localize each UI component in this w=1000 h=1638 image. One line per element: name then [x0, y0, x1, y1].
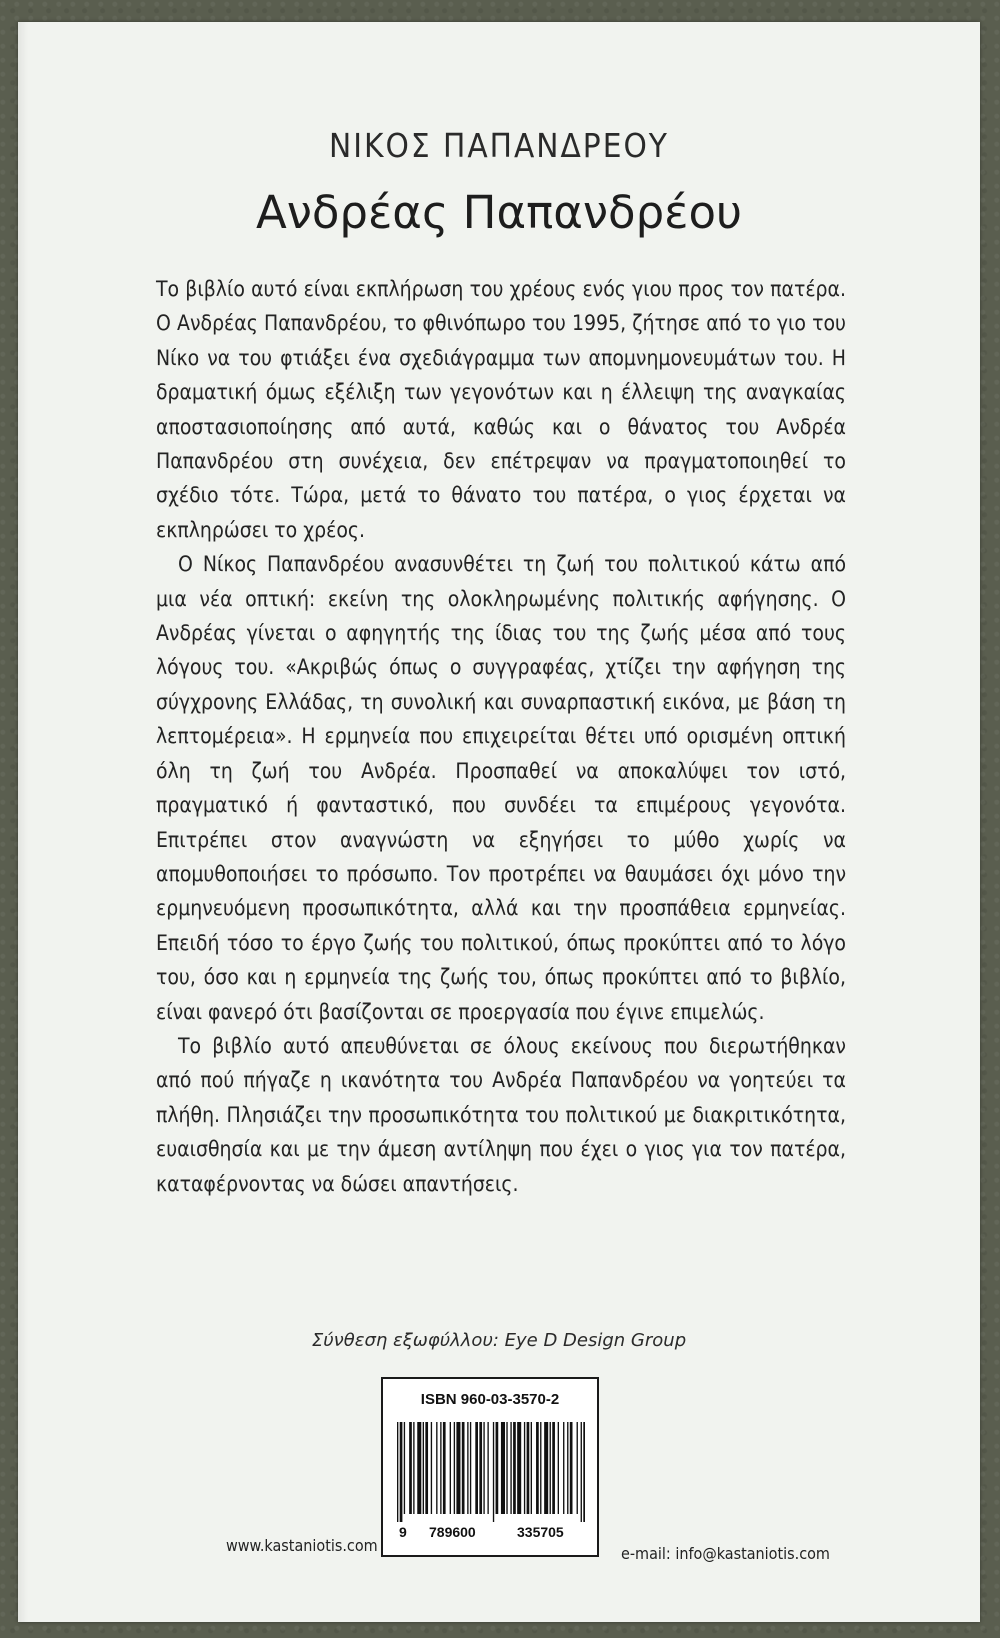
barcode-bar	[479, 1422, 482, 1514]
blurb-paragraph-1: Το βιβλίο αυτό είναι εκπλήρωση του χρέους ενός γιου προς τον πατέρα. Ο Ανδρέας Παπανδρέου, το φθινόπωρο του 1995, ζήτησε από το γιο του Νίκο να του φτιάξει ένα σχεδιάγραμμα των απομνημονευμάτων του. Η δραματική όμως εξέλιξη των γεγονότων και η έλλειψη της αναγκαίας αποστασιοποίησης από αυτά, καθώς και ο θάνατος του Ανδρέα Παπανδρέου στη συνέχεια, δεν επέτρεψαν να πραγματοποιηθεί το σχέδιο τότε. Τώρα, μετά το θάνατο του πατέρα, ο γιος έρχεται να εκπληρώσει το χρέος.	[156, 277, 846, 542]
barcode-bar	[423, 1422, 424, 1514]
barcode-bar	[510, 1422, 511, 1514]
barcode-bar	[577, 1422, 578, 1514]
publisher-email: e-mail: info@kastaniotis.com	[621, 1544, 830, 1563]
blurb-paragraph-3: Το βιβλίο αυτό απευθύνεται σε όλους εκείνους που διερωτήθηκαν από πού πήγαζε η ικανότητα του Ανδρέα Παπανδρέου να γοητεύει τα πλήθη. Πλησιάζει την προσωπικότητα του πολιτικού με διακριτικότητα, ευαισθησία και με την άμεση αντίληψη που έχει ο γιος για τον πατέρα, καταφέρνοντας να δώσει απαντήσεις.	[156, 1033, 846, 1196]
barcode-bars	[397, 1422, 585, 1522]
publisher-website: www.kastaniotis.com	[226, 1536, 378, 1555]
barcode-bar	[544, 1422, 548, 1514]
barcode-bar	[425, 1422, 428, 1514]
barcode-digit-first: 9	[399, 1524, 407, 1540]
barcode-bar	[487, 1422, 488, 1514]
barcode-bar	[583, 1422, 585, 1522]
barcode-bar	[506, 1422, 507, 1514]
barcode-bar	[413, 1422, 414, 1514]
barcode-bar	[450, 1422, 451, 1514]
barcode-digits-left: 789600	[429, 1524, 476, 1540]
barcode-bar	[496, 1422, 499, 1514]
barcode-bar	[536, 1422, 539, 1514]
barcode-bar	[524, 1422, 525, 1514]
barcode-bar	[400, 1422, 403, 1522]
barcode-bar	[550, 1422, 551, 1514]
barcode-bar	[470, 1422, 471, 1514]
barcode-bar	[483, 1422, 484, 1514]
barcode-bar	[462, 1422, 465, 1514]
barcode-bar	[558, 1422, 559, 1514]
barcode-bar	[443, 1422, 446, 1514]
barcode-bar	[513, 1422, 516, 1514]
barcode-digits-right: 335705	[517, 1524, 564, 1540]
barcode-bar	[567, 1422, 568, 1514]
barcode-bar	[417, 1422, 421, 1514]
blurb-paragraph-2: Ο Νίκος Παπανδρέου ανασυνθέτει τη ζωή του πολιτικού κάτω από μια νέα οπτική: εκείνη της ολοκληρωμένης πολιτικής αφήγησης. Ο Ανδρέας γίνεται ο αφηγητής της ίδιας του της ζωής μέσα από τους λόγους του. «Ακριβώς όπως ο συγγραφέας, χτίζει την αφήγηση της σύγχρονης Ελλάδας, τη συνολική και συναρπαστική εικόνα, με βάση τη λεπτομέρεια». Η ερμηνεία που επιχειρείται θέτει υπό ορισμένη οπτική όλη τη ζωή του Ανδρέα. Προσπαθεί να αποκαλύψει τον ιστό, πραγματικό ή φανταστικό, που συνδέει τα επιμέρους γεγονότα. Επιτρέπει στον αναγνώστη να εξηγήσει το μύθο χωρίς να απομυθοποιήσει το πρόσωπο. Τον προτρέπει να θαυμάσει όχι μόνο την ερμηνευόμενη προσωπικότητα, αλλά και την προσπάθεια ερμηνείας. Επειδή τόσο το έργο ζωής του πολιτικού, όπως προκύπτει από το λόγο του, όσο και η ερμηνεία της ζωής του, όπως προκύπτει από το βιβλίο, είναι φανερό ότι βασίζονται σε προεργασία που έγινε επιμελώς.	[156, 552, 846, 1024]
barcode-bar	[540, 1422, 541, 1514]
barcode-bar	[531, 1422, 532, 1514]
book-title: Ανδρέας Παπανδρέου	[255, 186, 743, 239]
spine-shadow	[18, 22, 28, 1622]
barcode-bar	[409, 1422, 412, 1514]
barcode-bar	[581, 1422, 582, 1522]
barcode-bar	[467, 1422, 468, 1514]
barcode-bar	[397, 1422, 398, 1522]
barcode-bar	[570, 1422, 573, 1514]
isbn-barcode-label	[381, 1377, 599, 1557]
barcode-bar	[563, 1422, 564, 1514]
book-back-cover	[18, 22, 980, 1622]
barcode-bar	[431, 1422, 432, 1514]
barcode-bar	[552, 1422, 555, 1514]
barcode-bar	[436, 1422, 437, 1514]
barcode-bar	[454, 1422, 455, 1514]
barcode-bar	[440, 1422, 441, 1514]
isbn-number: ISBN 960-03-3570-2	[420, 1391, 560, 1408]
blurb-text	[156, 272, 846, 1201]
barcode-bar	[456, 1422, 460, 1514]
barcode-bar	[475, 1422, 478, 1514]
barcode-bar	[404, 1422, 405, 1514]
barcode-bar	[493, 1422, 494, 1522]
barcode-bar	[501, 1422, 505, 1514]
cover-design-credit: Σύνθεση εξωφύλλου: Eye D Design Group	[311, 1330, 687, 1351]
barcode-bar	[527, 1422, 530, 1514]
barcode-bar	[517, 1422, 521, 1514]
author-name: ΝΙΚΟΣ ΠΑΠΑΝΔΡΕΟΥ	[329, 126, 669, 165]
